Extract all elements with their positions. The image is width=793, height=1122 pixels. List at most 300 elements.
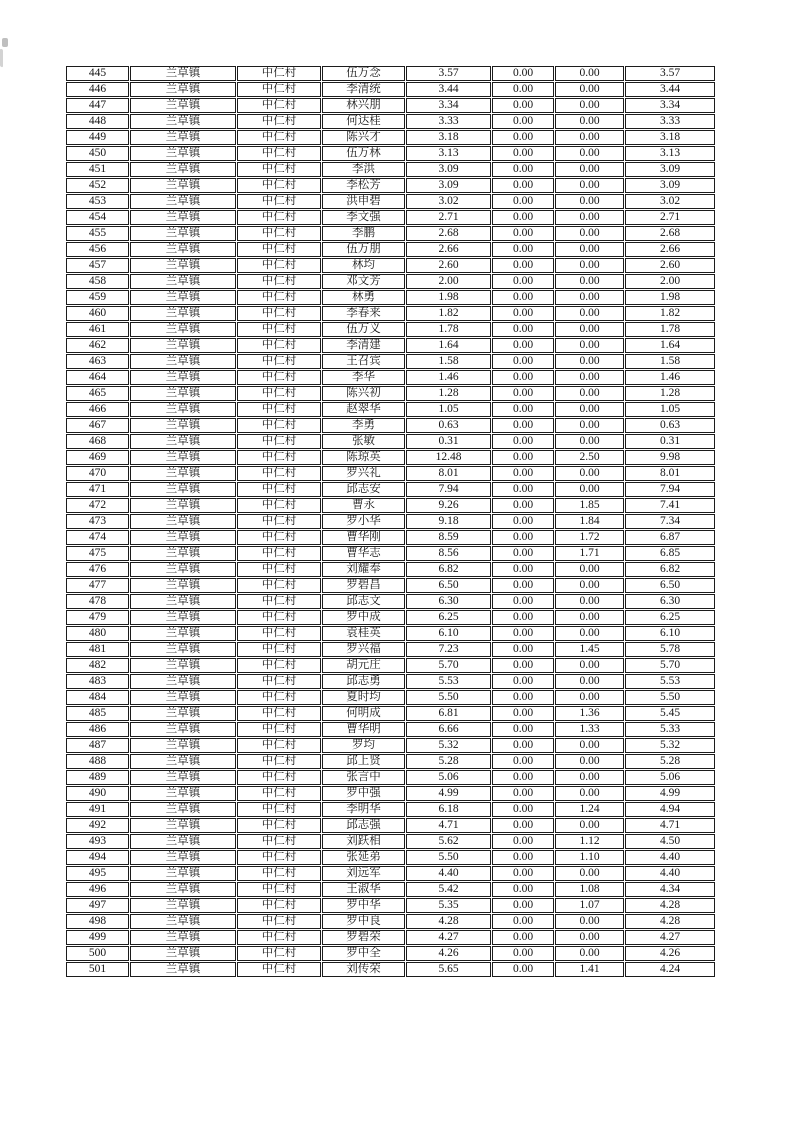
amount-col7-cell: 0.00 [555,98,624,113]
amount-net-cell: 3.09 [625,178,715,193]
table-row [66,818,715,833]
village-cell: 中仁村 [237,562,321,577]
village-cell: 中仁村 [237,258,321,273]
town-cell: 兰草镇 [130,514,236,529]
town-cell: 兰草镇 [130,178,236,193]
amount-col7-cell: 0.00 [555,66,624,81]
amount-net-cell: 6.82 [625,562,715,577]
amount-total-cell: 1.82 [406,306,491,321]
table-row [66,386,715,401]
amount-col7-cell: 1.41 [555,962,624,977]
name-cell: 夏时均 [322,690,405,705]
name-cell: 李春来 [322,306,405,321]
name-cell: 王淑华 [322,882,405,897]
town-cell: 兰草镇 [130,882,236,897]
amount-net-cell: 1.05 [625,402,715,417]
seq-cell: 463 [66,354,129,369]
amount-col6-cell: 0.00 [492,898,554,913]
amount-net-cell: 6.25 [625,610,715,625]
amount-col6-cell: 0.00 [492,98,554,113]
amount-col6-cell: 0.00 [492,610,554,625]
amount-col7-cell: 0.00 [555,786,624,801]
amount-total-cell: 3.09 [406,162,491,177]
amount-col7-cell: 1.71 [555,546,624,561]
seq-cell: 480 [66,626,129,641]
village-cell: 中仁村 [237,786,321,801]
amount-total-cell: 1.05 [406,402,491,417]
name-cell: 胡元庄 [322,658,405,673]
amount-total-cell: 9.26 [406,498,491,513]
amount-total-cell: 5.06 [406,770,491,785]
amount-col7-cell: 0.00 [555,930,624,945]
village-cell: 中仁村 [237,242,321,257]
amount-net-cell: 6.50 [625,578,715,593]
amount-col6-cell: 0.00 [492,450,554,465]
amount-net-cell: 1.64 [625,338,715,353]
amount-col6-cell: 0.00 [492,962,554,977]
table-row [66,546,715,561]
amount-col7-cell: 0.00 [555,354,624,369]
table-row [66,898,715,913]
seq-cell: 491 [66,802,129,817]
amount-net-cell: 3.44 [625,82,715,97]
amount-col7-cell: 1.72 [555,530,624,545]
amount-net-cell: 3.02 [625,194,715,209]
table-container [65,65,716,978]
amount-total-cell: 5.50 [406,690,491,705]
name-cell: 李洪 [322,162,405,177]
amount-total-cell: 0.63 [406,418,491,433]
amount-col6-cell: 0.00 [492,162,554,177]
village-cell: 中仁村 [237,530,321,545]
table-row [66,338,715,353]
town-cell: 兰草镇 [130,354,236,369]
name-cell: 林均 [322,258,405,273]
seq-cell: 488 [66,754,129,769]
village-cell: 中仁村 [237,706,321,721]
amount-col7-cell: 0.00 [555,258,624,273]
village-cell: 中仁村 [237,306,321,321]
name-cell: 邓文芳 [322,274,405,289]
table-row [66,418,715,433]
table-row [66,690,715,705]
seq-cell: 451 [66,162,129,177]
amount-col6-cell: 0.00 [492,146,554,161]
town-cell: 兰草镇 [130,690,236,705]
village-cell: 中仁村 [237,178,321,193]
table-row [66,66,715,81]
town-cell: 兰草镇 [130,434,236,449]
village-cell: 中仁村 [237,402,321,417]
amount-col7-cell: 0.00 [555,386,624,401]
seq-cell: 482 [66,658,129,673]
amount-col6-cell: 0.00 [492,850,554,865]
name-cell: 罗均 [322,738,405,753]
amount-col6-cell: 0.00 [492,354,554,369]
amount-col6-cell: 0.00 [492,578,554,593]
amount-net-cell: 1.28 [625,386,715,401]
amount-col7-cell: 0.00 [555,482,624,497]
amount-col6-cell: 0.00 [492,130,554,145]
name-cell: 林兴朋 [322,98,405,113]
amount-net-cell: 3.33 [625,114,715,129]
village-cell: 中仁村 [237,722,321,737]
table-row [66,850,715,865]
seq-cell: 469 [66,450,129,465]
seq-cell: 501 [66,962,129,977]
village-cell: 中仁村 [237,962,321,977]
table-row [66,530,715,545]
town-cell: 兰草镇 [130,402,236,417]
amount-total-cell: 5.32 [406,738,491,753]
table-row [66,882,715,897]
amount-col7-cell: 1.36 [555,706,624,721]
name-cell: 洪申碧 [322,194,405,209]
seq-cell: 456 [66,242,129,257]
amount-total-cell: 5.70 [406,658,491,673]
table-row [66,258,715,273]
amount-net-cell: 5.32 [625,738,715,753]
town-cell: 兰草镇 [130,802,236,817]
amount-col7-cell: 0.00 [555,274,624,289]
town-cell: 兰草镇 [130,898,236,913]
seq-cell: 457 [66,258,129,273]
amount-col6-cell: 0.00 [492,306,554,321]
amount-col7-cell: 0.00 [555,402,624,417]
amount-net-cell: 7.34 [625,514,715,529]
amount-col7-cell: 1.84 [555,514,624,529]
village-cell: 中仁村 [237,658,321,673]
amount-net-cell: 4.28 [625,898,715,913]
name-cell: 何明成 [322,706,405,721]
name-cell: 张延弟 [322,850,405,865]
table-row [66,674,715,689]
name-cell: 邱志文 [322,594,405,609]
amount-col7-cell: 0.00 [555,82,624,97]
table-body [66,66,715,977]
table-row [66,834,715,849]
amount-total-cell: 8.56 [406,546,491,561]
amount-col7-cell: 0.00 [555,818,624,833]
table-row [66,754,715,769]
village-cell: 中仁村 [237,66,321,81]
name-cell: 罗中全 [322,946,405,961]
village-cell: 中仁村 [237,274,321,289]
town-cell: 兰草镇 [130,242,236,257]
seq-cell: 497 [66,898,129,913]
name-cell: 罗中强 [322,786,405,801]
amount-col7-cell: 0.00 [555,866,624,881]
seq-cell: 484 [66,690,129,705]
village-cell: 中仁村 [237,866,321,881]
table-row [66,642,715,657]
table-row [66,290,715,305]
amount-col7-cell: 0.00 [555,594,624,609]
table-row [66,770,715,785]
amount-total-cell: 3.44 [406,82,491,97]
name-cell: 罗兴福 [322,642,405,657]
town-cell: 兰草镇 [130,754,236,769]
village-cell: 中仁村 [237,98,321,113]
amount-col6-cell: 0.00 [492,706,554,721]
table-row [66,930,715,945]
amount-total-cell: 4.99 [406,786,491,801]
table-row [66,274,715,289]
seq-cell: 470 [66,466,129,481]
amount-net-cell: 5.78 [625,642,715,657]
amount-col7-cell: 1.45 [555,642,624,657]
town-cell: 兰草镇 [130,306,236,321]
name-cell: 刘跃相 [322,834,405,849]
table-row [66,738,715,753]
town-cell: 兰草镇 [130,946,236,961]
table-row [66,610,715,625]
town-cell: 兰草镇 [130,546,236,561]
amount-col6-cell: 0.00 [492,930,554,945]
town-cell: 兰草镇 [130,738,236,753]
seq-cell: 464 [66,370,129,385]
village-cell: 中仁村 [237,338,321,353]
amount-total-cell: 6.66 [406,722,491,737]
amount-total-cell: 8.01 [406,466,491,481]
town-cell: 兰草镇 [130,786,236,801]
amount-col7-cell: 0.00 [555,434,624,449]
amount-total-cell: 2.68 [406,226,491,241]
name-cell: 李华 [322,370,405,385]
town-cell: 兰草镇 [130,658,236,673]
village-cell: 中仁村 [237,226,321,241]
amount-col7-cell: 0.00 [555,306,624,321]
amount-col6-cell: 0.00 [492,242,554,257]
table-row [66,194,715,209]
amount-total-cell: 6.82 [406,562,491,577]
name-cell: 伍万义 [322,322,405,337]
town-cell: 兰草镇 [130,322,236,337]
amount-col7-cell: 1.07 [555,898,624,913]
village-cell: 中仁村 [237,482,321,497]
amount-total-cell: 6.30 [406,594,491,609]
amount-net-cell: 4.94 [625,802,715,817]
amount-total-cell: 8.59 [406,530,491,545]
table-row [66,354,715,369]
seq-cell: 492 [66,818,129,833]
seq-cell: 471 [66,482,129,497]
town-cell: 兰草镇 [130,226,236,241]
seq-cell: 487 [66,738,129,753]
amount-total-cell: 6.10 [406,626,491,641]
amount-col6-cell: 0.00 [492,594,554,609]
seq-cell: 478 [66,594,129,609]
amount-col7-cell: 2.50 [555,450,624,465]
village-cell: 中仁村 [237,834,321,849]
amount-col7-cell: 1.24 [555,802,624,817]
village-cell: 中仁村 [237,594,321,609]
amount-net-cell: 5.06 [625,770,715,785]
amount-net-cell: 4.28 [625,914,715,929]
seq-cell: 449 [66,130,129,145]
town-cell: 兰草镇 [130,258,236,273]
table-row [66,210,715,225]
amount-net-cell: 4.34 [625,882,715,897]
village-cell: 中仁村 [237,802,321,817]
amount-col7-cell: 0.00 [555,146,624,161]
table-row [66,146,715,161]
amount-col7-cell: 0.00 [555,178,624,193]
table-row [66,594,715,609]
town-cell: 兰草镇 [130,674,236,689]
amount-col6-cell: 0.00 [492,546,554,561]
name-cell: 邱志强 [322,818,405,833]
village-cell: 中仁村 [237,354,321,369]
table-row [66,130,715,145]
town-cell: 兰草镇 [130,530,236,545]
village-cell: 中仁村 [237,114,321,129]
town-cell: 兰草镇 [130,66,236,81]
name-cell: 陈兴初 [322,386,405,401]
amount-col6-cell: 0.00 [492,482,554,497]
amount-net-cell: 2.68 [625,226,715,241]
amount-net-cell: 1.82 [625,306,715,321]
table-row [66,402,715,417]
village-cell: 中仁村 [237,210,321,225]
name-cell: 李松芳 [322,178,405,193]
amount-total-cell: 2.71 [406,210,491,225]
amount-col6-cell: 0.00 [492,322,554,337]
amount-col7-cell: 0.00 [555,114,624,129]
amount-col6-cell: 0.00 [492,466,554,481]
town-cell: 兰草镇 [130,850,236,865]
amount-col6-cell: 0.00 [492,562,554,577]
amount-total-cell: 1.98 [406,290,491,305]
name-cell: 陈兴才 [322,130,405,145]
amount-total-cell: 9.18 [406,514,491,529]
scan-artifact-smudge [2,38,8,47]
town-cell: 兰草镇 [130,386,236,401]
name-cell: 罗中成 [322,610,405,625]
amount-col6-cell: 0.00 [492,402,554,417]
amount-col6-cell: 0.00 [492,258,554,273]
seq-cell: 485 [66,706,129,721]
seq-cell: 500 [66,946,129,961]
amount-total-cell: 12.48 [406,450,491,465]
amount-net-cell: 0.31 [625,434,715,449]
town-cell: 兰草镇 [130,274,236,289]
amount-net-cell: 4.50 [625,834,715,849]
amount-net-cell: 4.40 [625,866,715,881]
seq-cell: 474 [66,530,129,545]
amount-net-cell: 2.00 [625,274,715,289]
seq-cell: 493 [66,834,129,849]
village-cell: 中仁村 [237,626,321,641]
name-cell: 赵翠华 [322,402,405,417]
table-row [66,466,715,481]
amount-col6-cell: 0.00 [492,338,554,353]
seq-cell: 460 [66,306,129,321]
name-cell: 袁桂英 [322,626,405,641]
name-cell: 王召宾 [322,354,405,369]
village-cell: 中仁村 [237,930,321,945]
town-cell: 兰草镇 [130,770,236,785]
village-cell: 中仁村 [237,498,321,513]
name-cell: 刘传荣 [322,962,405,977]
name-cell: 李清统 [322,82,405,97]
amount-col6-cell: 0.00 [492,818,554,833]
village-cell: 中仁村 [237,738,321,753]
seq-cell: 481 [66,642,129,657]
amount-col6-cell: 0.00 [492,386,554,401]
seq-cell: 495 [66,866,129,881]
amount-col6-cell: 0.00 [492,82,554,97]
table-row [66,450,715,465]
amount-net-cell: 5.70 [625,658,715,673]
town-cell: 兰草镇 [130,498,236,513]
seq-cell: 468 [66,434,129,449]
seq-cell: 452 [66,178,129,193]
amount-col7-cell: 0.00 [555,210,624,225]
name-cell: 曹华刚 [322,530,405,545]
amount-total-cell: 1.58 [406,354,491,369]
amount-col6-cell: 0.00 [492,370,554,385]
amount-col6-cell: 0.00 [492,290,554,305]
amount-col7-cell: 0.00 [555,338,624,353]
table-row [66,498,715,513]
amount-net-cell: 2.71 [625,210,715,225]
amount-col6-cell: 0.00 [492,498,554,513]
amount-col6-cell: 0.00 [492,514,554,529]
amount-col6-cell: 0.00 [492,738,554,753]
seq-cell: 490 [66,786,129,801]
amount-col7-cell: 0.00 [555,914,624,929]
amount-col6-cell: 0.00 [492,642,554,657]
amount-total-cell: 1.78 [406,322,491,337]
name-cell: 李勇 [322,418,405,433]
town-cell: 兰草镇 [130,114,236,129]
amount-net-cell: 5.50 [625,690,715,705]
town-cell: 兰草镇 [130,706,236,721]
town-cell: 兰草镇 [130,466,236,481]
amount-total-cell: 2.66 [406,242,491,257]
amount-total-cell: 7.94 [406,482,491,497]
amount-net-cell: 7.41 [625,498,715,513]
table-row [66,514,715,529]
town-cell: 兰草镇 [130,194,236,209]
amount-col7-cell: 1.12 [555,834,624,849]
seq-cell: 466 [66,402,129,417]
amount-col7-cell: 0.00 [555,466,624,481]
village-cell: 中仁村 [237,322,321,337]
amount-total-cell: 5.53 [406,674,491,689]
name-cell: 罗兴礼 [322,466,405,481]
village-cell: 中仁村 [237,546,321,561]
amount-col7-cell: 0.00 [555,946,624,961]
amount-net-cell: 4.26 [625,946,715,961]
amount-col7-cell: 0.00 [555,690,624,705]
seq-cell: 476 [66,562,129,577]
town-cell: 兰草镇 [130,610,236,625]
name-cell: 罗中良 [322,914,405,929]
amount-total-cell: 3.18 [406,130,491,145]
amount-col6-cell: 0.00 [492,674,554,689]
table-row [66,706,715,721]
village-cell: 中仁村 [237,450,321,465]
town-cell: 兰草镇 [130,482,236,497]
amount-net-cell: 5.45 [625,706,715,721]
village-cell: 中仁村 [237,130,321,145]
table-row [66,370,715,385]
name-cell: 伍万念 [322,66,405,81]
village-cell: 中仁村 [237,946,321,961]
village-cell: 中仁村 [237,434,321,449]
